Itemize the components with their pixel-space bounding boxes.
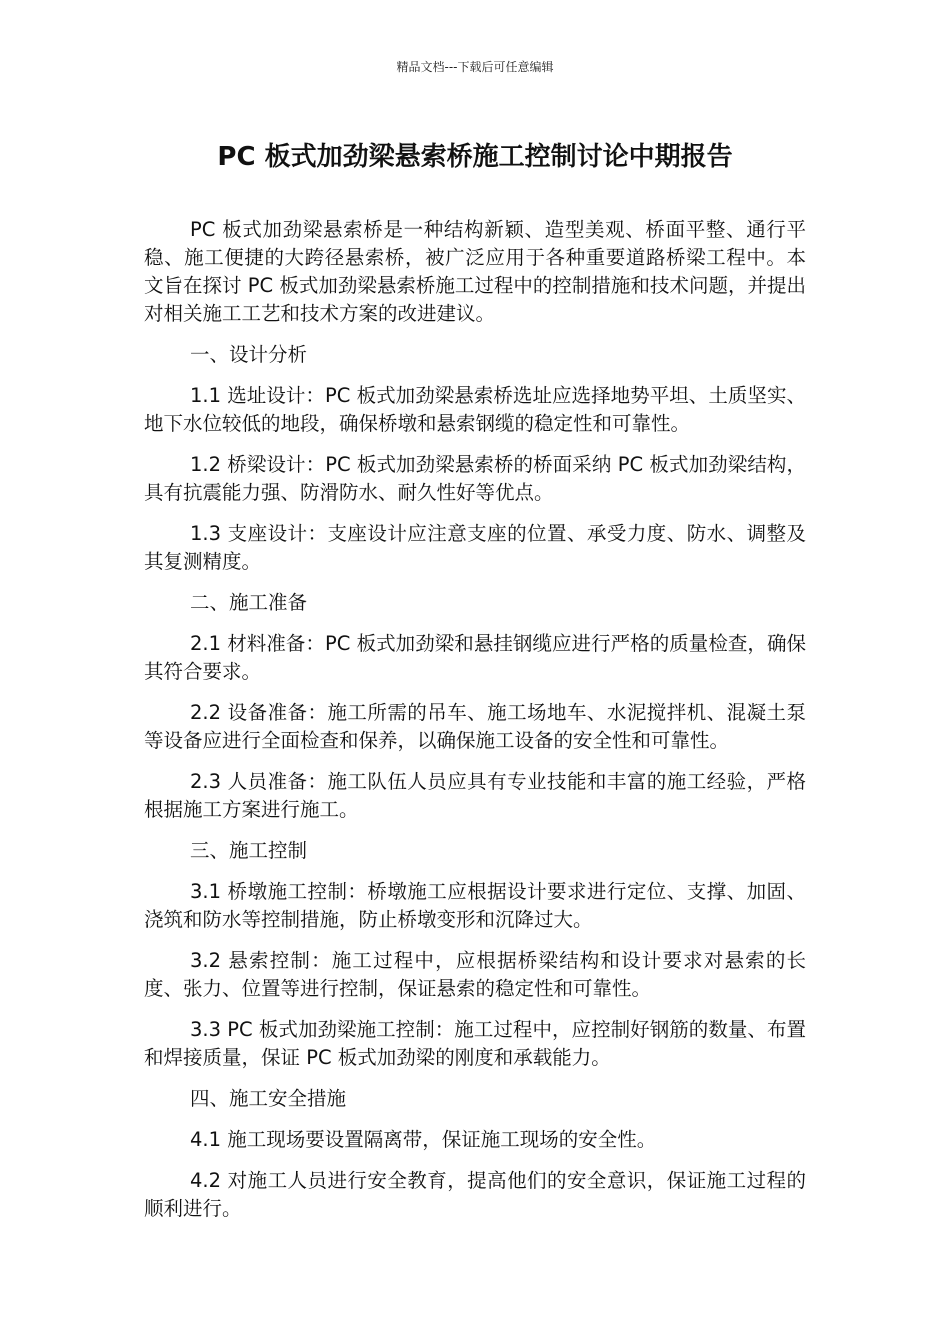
intro-paragraph: PC 板式加劲梁悬索桥是一种结构新颖、造型美观、桥面平整、通行平稳、施工便捷的大跨径悬索桥，被广泛应用于各种重要道路桥梁工程中。本文旨在探讨 PC 板式加劲梁悬索桥施工过程中的控制措施和技术问题，并提出对相关施工工艺和技术方案的改进建议。 [144,218,806,325]
paragraph-3-3: 3.3 PC 板式加劲梁施工控制：施工过程中，应控制好钢筋的数量、布置和焊接质量，保证 PC 板式加劲梁的刚度和承载能力。 [144,1018,806,1069]
paragraph-4-2: 4.2 对施工人员进行安全教育，提高他们的安全意识，保证施工过程的顺利进行。 [144,1169,806,1220]
paragraph-1-1: 1.1 选址设计：PC 板式加劲梁悬索桥选址应选择地势平坦、土质坚实、地下水位较低的地段，确保桥墩和悬索钢缆的稳定性和可靠性。 [144,384,806,435]
document-title: PC 板式加劲梁悬索桥施工控制讨论中期报告 [217,142,733,172]
paragraph-2-1: 2.1 材料准备：PC 板式加劲梁和悬挂钢缆应进行严格的质量检查，确保其符合要求。 [144,632,806,683]
paragraph-2-3: 2.3 人员准备：施工队伍人员应具有专业技能和丰富的施工经验，严格根据施工方案进行施工。 [144,770,806,821]
paragraph-3-1: 3.1 桥墩施工控制：桥墩施工应根据设计要求进行定位、支撑、加固、浇筑和防水等控制措施，防止桥墩变形和沉降过大。 [144,880,806,931]
section-heading-preparation: 二、施工准备 [190,591,308,614]
section-heading-design: 一、设计分析 [190,343,308,366]
paragraph-2-2: 2.2 设备准备：施工所需的吊车、施工场地车、水泥搅拌机、混凝土泵等设备应进行全面检查和保养，以确保施工设备的安全性和可靠性。 [144,701,806,752]
paragraph-1-2: 1.2 桥梁设计：PC 板式加劲梁悬索桥的桥面采纳 PC 板式加劲梁结构，具有抗震能力强、防滑防水、耐久性好等优点。 [144,453,806,504]
section-heading-control: 三、施工控制 [190,839,308,862]
header-note: 精品文档---下载后可任意编辑 [396,60,554,74]
section-heading-safety: 四、施工安全措施 [190,1087,347,1110]
document-body [144,216,806,1236]
paragraph-3-2: 3.2 悬索控制：施工过程中，应根据桥梁结构和设计要求对悬索的长度、张力、位置等进行控制，保证悬索的稳定性和可靠性。 [144,949,806,1000]
paragraph-4-1: 4.1 施工现场要设置隔离带，保证施工现场的安全性。 [190,1128,657,1151]
paragraph-1-3: 1.3 支座设计：支座设计应注意支座的位置、承受力度、防水、调整及其复测精度。 [144,522,806,573]
